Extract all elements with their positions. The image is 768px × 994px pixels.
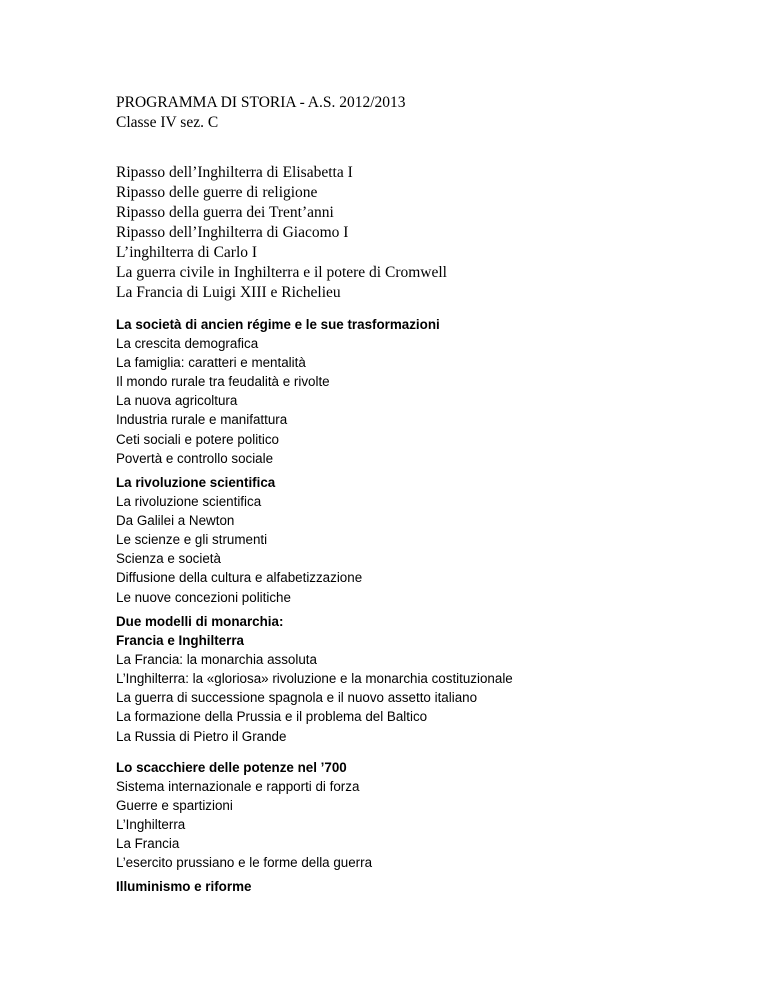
list-item: Industria rurale e manifattura: [116, 412, 288, 428]
list-item: La rivoluzione scientifica: [116, 494, 262, 510]
list-item: La Francia: la monarchia assoluta: [116, 652, 317, 668]
list-item: Sistema internazionale e rapporti di forza: [116, 779, 360, 795]
section-rivoluzione-scientifica: [116, 473, 362, 607]
section-scacchiere-potenze: [116, 758, 372, 873]
list-item: La Francia: [116, 836, 180, 852]
list-item: Le nuove concezioni politiche: [116, 589, 291, 605]
list-item: La famiglia: caratteri e mentalità: [116, 355, 306, 371]
list-item: L’Inghilterra: [116, 817, 186, 833]
list-item: La guerra civile in Inghilterra e il potere di Cromwell: [116, 264, 447, 281]
list-item: L’Inghilterra: la «gloriosa» rivoluzione e la monarchia costituzionale: [116, 671, 513, 687]
list-item: Il mondo rurale tra feudalità e rivolte: [116, 374, 330, 390]
list-item: L’inghilterra di Carlo I: [116, 244, 258, 261]
list-item: Ripasso delle guerre di religione: [116, 184, 318, 201]
section-title: Lo scacchiere delle potenze nel ’700: [116, 760, 347, 775]
list-item: Povertà e controllo sociale: [116, 450, 274, 466]
list-item: Ripasso della guerra dei Trent’anni: [116, 204, 334, 221]
section-title: La rivoluzione scientifica: [116, 475, 276, 490]
section-modelli-monarchia: [116, 612, 513, 746]
section-title: La società di ancien régime e le sue trasformazioni: [116, 317, 440, 332]
list-item: Le scienze e gli strumenti: [116, 532, 268, 548]
list-item: Guerre e spartizioni: [116, 798, 233, 814]
list-item: La nuova agricoltura: [116, 393, 238, 409]
list-item: La formazione della Prussia e il problema del Baltico: [116, 709, 428, 725]
page-title: PROGRAMMA DI STORIA - A.S. 2012/2013: [116, 94, 406, 111]
section-title: Francia e Inghilterra: [116, 633, 244, 649]
list-item: La Russia di Pietro il Grande: [116, 728, 287, 744]
list-item: Scienza e società: [116, 551, 221, 567]
document-header: [116, 93, 406, 133]
section-title: Due modelli di monarchia:: [116, 614, 284, 629]
section-illuminismo: [116, 877, 251, 896]
review-list: [116, 163, 447, 303]
list-item: Da Galilei a Newton: [116, 513, 235, 529]
list-item: L’esercito prussiano e le forme della guerra: [116, 855, 373, 871]
list-item: Ripasso dell’Inghilterra di Elisabetta I: [116, 164, 353, 181]
list-item: La crescita demografica: [116, 336, 259, 352]
list-item: Ceti sociali e potere politico: [116, 431, 280, 447]
section-title: Illuminismo e riforme: [116, 879, 252, 894]
section-ancien-regime: [116, 315, 440, 468]
class-subtitle: Classe IV sez. C: [116, 114, 219, 131]
list-item: La Francia di Luigi XIII e Richelieu: [116, 284, 341, 301]
list-item: Ripasso dell’Inghilterra di Giacomo I: [116, 224, 349, 241]
list-item: Diffusione della cultura e alfabetizzazione: [116, 570, 363, 586]
list-item: La guerra di successione spagnola e il nuovo assetto italiano: [116, 690, 478, 706]
